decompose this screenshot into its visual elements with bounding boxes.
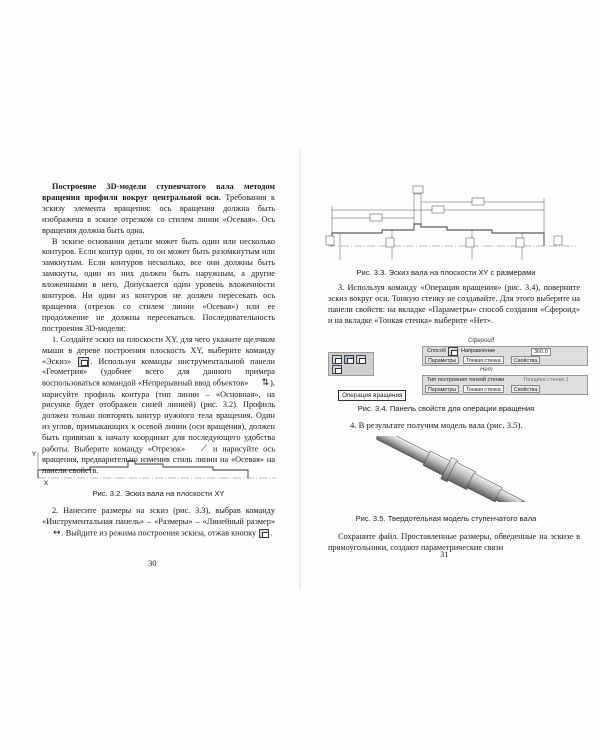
step1-text-d: и нарисуйте ось вращения, предварительно изменив стиль линии на «Осевая» на панели свойств. (42, 444, 276, 476)
shaft-profile (332, 224, 544, 246)
fig-3-3-caption: Рис. 3.3. Эскиз вала на плоскости XY с размерами (356, 268, 536, 277)
revolve-icon[interactable] (344, 355, 354, 364)
shaft-profile (38, 461, 248, 478)
fig-3-5-solid-model (358, 436, 538, 502)
tab-thin-wall-top[interactable]: Тонкая стенка (463, 356, 504, 364)
exit-sketch-button-icon (259, 529, 269, 538)
step4-block (328, 420, 580, 431)
angle-input[interactable]: 360.0 (531, 348, 551, 356)
closing-block (328, 532, 580, 554)
section-heading: Построение 3D-модели ступенчатого вала методом вращения профиля вокруг центральной оси. (42, 182, 275, 202)
tab-parameters-bottom[interactable]: Параметры (425, 385, 459, 393)
dimension-lines (332, 190, 544, 260)
sweep-icon[interactable] (332, 365, 342, 374)
line-segment-icon: ⟋ (200, 444, 208, 455)
paragraph-contours: В эскизе основания детали может быть один или несколько контуров. Если контур один, то он может быть разомкнутым или замкнутым. Если контуров несколько, все они должны быть замкнуты, один из них должен быть наружным, а другие вложенными в него. Допускается один уровень вложенности контуров. Ни один из контуров не должен пересекать ось вращения (отрезок со стилем линии «Осевая») или ее продолжение не должны пересекаться. Последовательность построения 3D-модели: (42, 236, 275, 333)
operations-toolbar (328, 352, 374, 376)
sketch-button-icon (78, 357, 89, 367)
fig-3-2-sketch (28, 448, 278, 486)
y-axis-label: Y (32, 452, 37, 458)
fig-3-4-caption: Рис. 3.4. Панель свойств для операции вращения (357, 404, 535, 413)
fig-3-5-caption: Рис. 3.5. Твердотельная модель ступенчатого вала (355, 514, 537, 523)
extrude-icon[interactable] (332, 355, 342, 364)
direction-field-label: Направление (461, 348, 496, 354)
step1-text-b: . Используя команды инструментальной панели «Геометрия» (удобнее всего для данного примера воспользоваться командой «Непрерывный ввод объектов» (42, 356, 275, 388)
dimension-value-boxes (326, 186, 562, 247)
left-text-block-2 (42, 506, 275, 539)
wall-thickness-label: Толщина стенки 1 (523, 377, 569, 383)
fig-3-2-caption: Рис. 3.2. Эскиз вала на плоскости XY (92, 489, 225, 498)
fig-3-4-property-panel (328, 338, 586, 400)
shaft-solid (373, 436, 529, 502)
linear-dimension-icon: ↔ (53, 527, 61, 538)
thin-wall-type-label: Тип построения тонкой стенки (427, 377, 505, 383)
spheroid-label: Сфероид (468, 338, 495, 344)
step1-text-a: 1. Создайте эскиз на плоскости XY, для чего укажите щелчком мыши в дереве построения плоскость XY, выберите команду «Эскиз» (42, 334, 275, 366)
step1-text-c: ), нарисуйте профиль контура (тип линии – «Основная», на рисунке будет отображен синей линией) (рис. 3.2). Профиль должен только повторять контур нужного тела вращения. Один из углов, примыкающих к осевой линии (оси вращения), должен быть привязан к началу координат для последующего удобства работы. Выберите команду «Отрезок» (42, 378, 275, 454)
mode-field-label: Способ (427, 348, 447, 354)
panel-top (422, 346, 588, 366)
step2-text-a: 2. Нанесите размеры на эскиз (рис. 3.3), выбрав команду «Инструментальная панель» – «Размеры» – «Линейный размер» (42, 506, 275, 526)
left-page-number: 30 (148, 558, 157, 568)
right-text-block (328, 283, 580, 327)
paragraph-closing: Сохраните файл. Проставленные размеры, обведенные на эскизе в прямоугольники, создают параметрические связи (328, 532, 580, 552)
paragraph-step4: 4. В результате получим модель вала (рис. 3.5). (350, 420, 523, 430)
revolve-operation-callout: Операция вращения (338, 390, 406, 401)
right-page-number: 31 (440, 549, 449, 559)
x-axis-label: X (44, 481, 49, 486)
none-label: Нет (480, 367, 493, 373)
paragraph-step3: 3. Используя команду «Операция вращения» (рис. 3.4), поверните эскиз вокруг оси. Тонкую стенку не создавайте. Для этого выберите на панели свойств: на вкладке «Параметры» способ создания «Сфероид» и на вкладке «Тонкая стенка» выберите «Нет». (328, 283, 580, 325)
paragraph-step2 (42, 506, 275, 539)
continuous-input-icon: ⇅ (261, 378, 270, 389)
step2-text-b: . Выйдите из режима построения эскиза, отжав кнопку (61, 528, 257, 538)
loft-icon[interactable] (356, 355, 366, 364)
section-intro: Требования к эскизу элемента вращения: ось вращения должна быть изображена в эскизе отрезком со стилем линии «Осевая». Ось вращения должна быть одна. (42, 192, 275, 235)
panel-bottom (422, 375, 588, 395)
fig-3-3-dimensioned-sketch (322, 178, 580, 262)
right-page (300, 0, 600, 750)
tab-properties-bottom[interactable]: Свойства (511, 385, 540, 393)
tab-parameters-top[interactable]: Параметры (425, 356, 459, 364)
step2-text-c: . (270, 528, 273, 538)
tab-thin-wall-bottom[interactable]: Тонкая стенка (463, 385, 504, 393)
mode-button-icon[interactable] (448, 347, 458, 356)
tab-properties-top[interactable]: Свойства (511, 356, 540, 364)
left-text-block (42, 182, 275, 477)
